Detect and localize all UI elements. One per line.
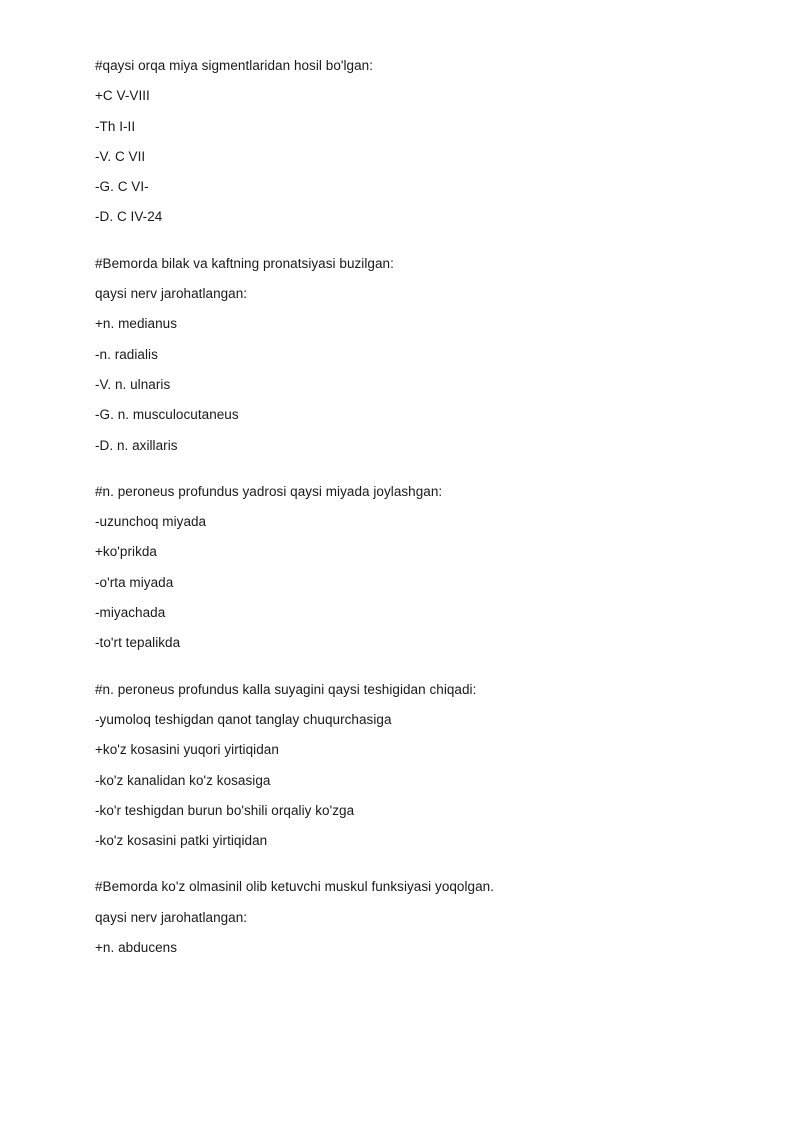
answer-option: -D. n. axillaris <box>95 437 178 453</box>
answer-option: -G. n. musculocutaneus <box>95 407 239 423</box>
answer-correct: +n. abducens <box>95 940 178 956</box>
answer-correct: +ko'prikda <box>95 544 157 560</box>
answer-correct: +C V-VIII <box>95 88 150 104</box>
answer-correct: +n. medianus <box>95 316 178 332</box>
question-5-continued: qaysi nerv jarohatlangan: <box>95 909 248 925</box>
answer-option: -Th I-II <box>95 118 136 134</box>
answer-option: -yumoloq teshigdan qanot tanglay chuqurchasiga <box>95 711 392 727</box>
question-1: #qaysi orqa miya sigmentlaridan hosil bo'lgan: <box>95 58 374 73</box>
question-3: #n. peroneus profundus yadrosi qaysi miyada joylashgan: <box>95 483 443 499</box>
question-2-continued: qaysi nerv jarohatlangan: <box>95 286 248 302</box>
question-4: #n. peroneus profundus kalla suyagini qaysi teshigidan chiqadi: <box>95 681 477 697</box>
question-2: #Bemorda bilak va kaftning pronatsiyasi buzilgan: <box>95 255 394 271</box>
answer-option: -ko'z kosasini patki yirtiqidan <box>95 833 268 849</box>
answer-option: -ko'z kanalidan ko'z kosasiga <box>95 772 271 788</box>
answer-option: -ko'r teshigdan burun bo'shili orqaliy ko'zga <box>95 802 355 818</box>
answer-option: -miyachada <box>95 605 166 621</box>
question-5: #Bemorda ko'z olmasinil olib ketuvchi muskul funksiyasi yoqolgan. <box>95 879 495 895</box>
document-content <box>95 58 735 970</box>
answer-option: -V. C VII <box>95 148 146 164</box>
answer-option: -o'rta miyada <box>95 574 174 590</box>
answer-correct: +ko'z kosasini yuqori yirtiqidan <box>95 742 279 758</box>
answer-option: -G. C VI- <box>95 179 149 195</box>
answer-option: -D. C IV-24 <box>95 209 163 225</box>
answer-option: -n. radialis <box>95 346 158 362</box>
answer-option: -uzunchoq miyada <box>95 514 207 530</box>
answer-option: -to'rt tepalikda <box>95 635 181 651</box>
answer-option: -V. n. ulnaris <box>95 376 171 392</box>
